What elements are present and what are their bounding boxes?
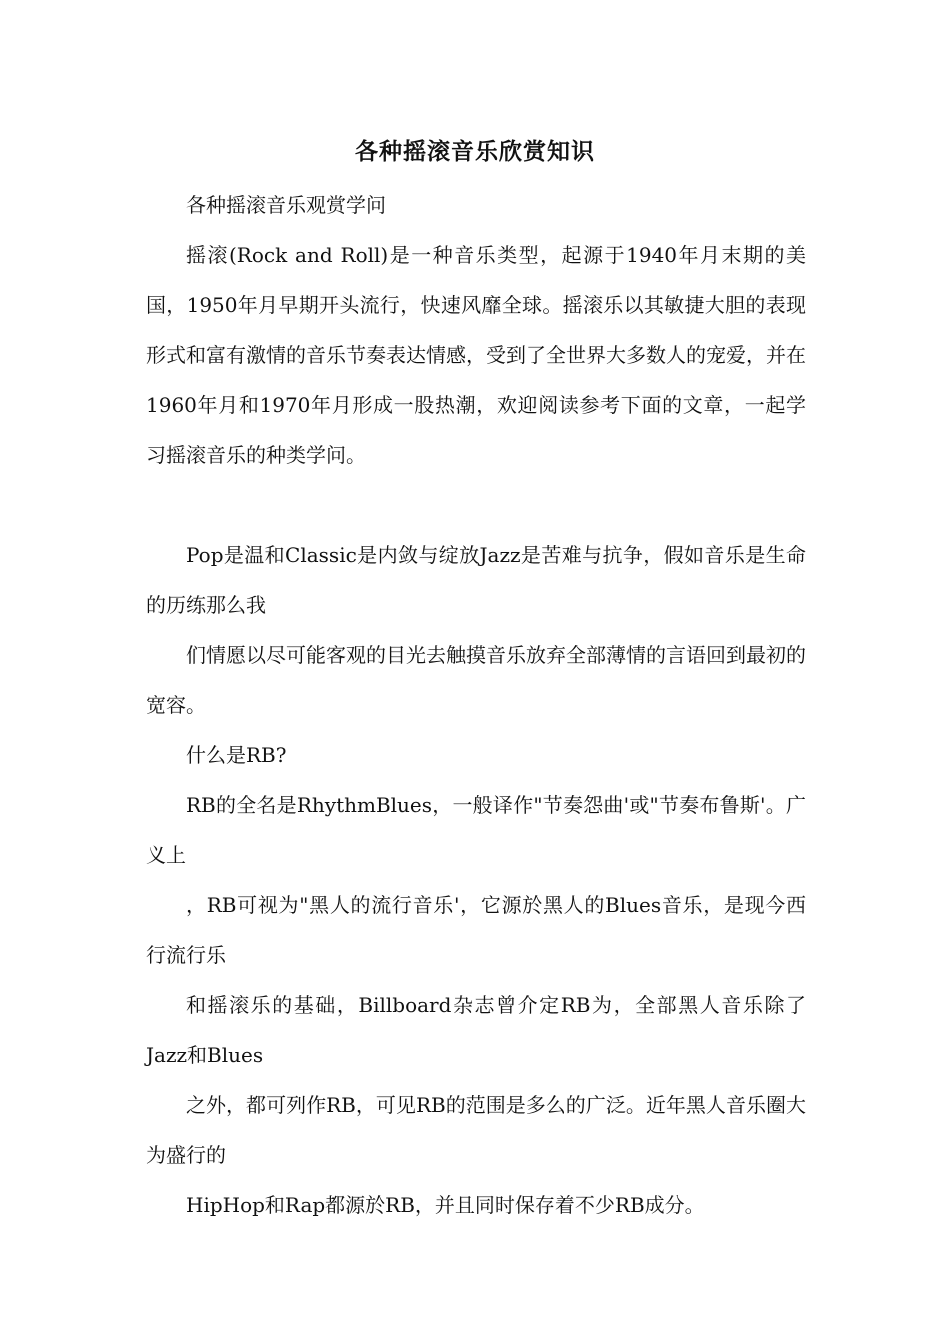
paragraph-subtitle: 各种摇滚音乐观赏学问 xyxy=(186,193,386,217)
paragraph-rb-name: RB的全名是RhythmBlues，一般译作"节奏怨曲'或"节奏布鲁斯'。广义上 xyxy=(146,793,806,867)
paragraph-genres-cont: 们情愿以尽可能客观的目光去触摸音乐放弃全部薄情的言语回到最初的宽容。 xyxy=(146,643,806,717)
paragraph-intro: 摇滚(Rock and Roll)是一种音乐类型，起源于1940年月末期的美国，1950年月早期开头流行，快速风靡全球。摇滚乐以其敏捷大胆的表现形式和富有激情的音乐节奏表达情感，受到了全世界大多数人的宠爱，并在1960年月和1970年月形成一股热潮，欢迎阅读参考下面的文章，一起学习摇滚音乐的种类学问。 xyxy=(146,243,806,467)
paragraph-rb-question: 什么是RB? xyxy=(186,743,287,767)
paragraph-rb-scope: 之外，都可列作RB，可见RB的范围是多么的广泛。近年黑人音乐圈大为盛行的 xyxy=(146,1093,806,1167)
paragraph-genres: Pop是温和Classic是内敛与绽放Jazz是苦难与抗争，假如音乐是生命的历练那么我 xyxy=(146,543,806,617)
document-body xyxy=(146,180,806,1230)
paragraph-rb-pop: ，RB可视为"黑人的流行音乐'，它源於黑人的Blues音乐，是现今西行流行乐 xyxy=(146,893,806,967)
blank-line xyxy=(146,480,806,530)
document-title: 各种摇滚音乐欣赏知识 xyxy=(355,138,595,165)
paragraph-rb-billboard: 和摇滚乐的基础，Billboard杂志曾介定RB为，全部黑人音乐除了Jazz和Blues xyxy=(146,993,806,1067)
paragraph-rb-hiphop: HipHop和Rap都源於RB，并且同时保存着不少RB成分。 xyxy=(186,1193,705,1217)
